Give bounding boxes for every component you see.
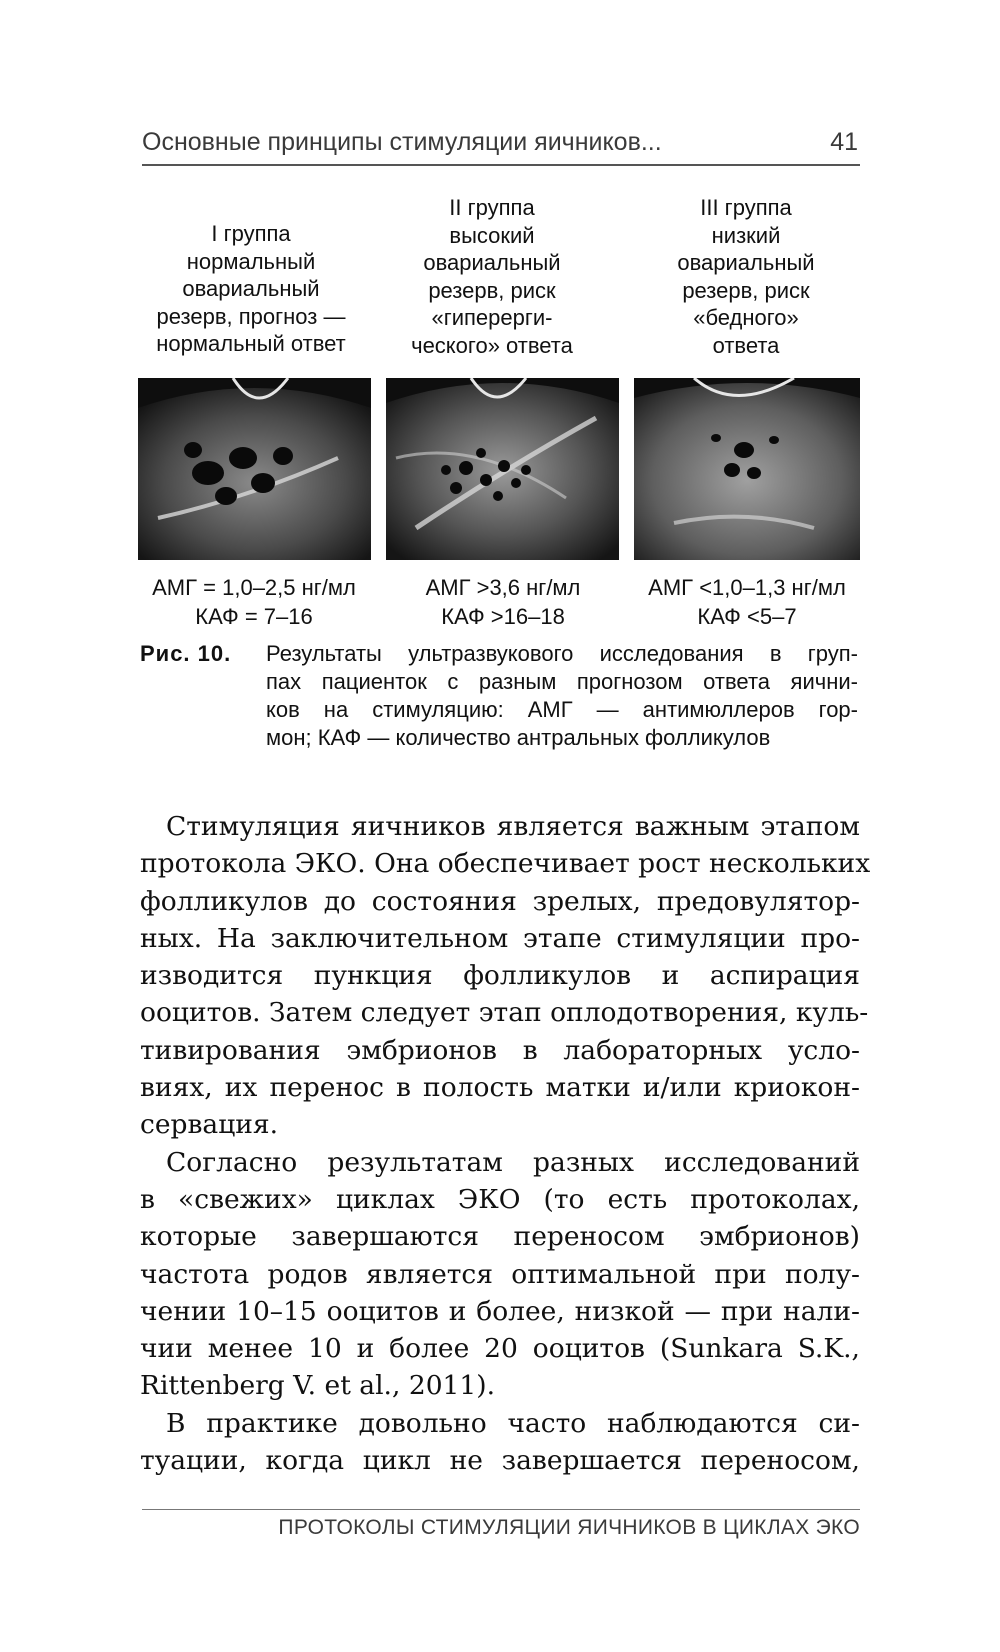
group-1-label-line: нормальный: [186, 248, 316, 274]
group-1-label-line: резерв, прогноз —: [156, 303, 346, 329]
group-3-label-line: ответа: [712, 332, 780, 358]
group-1-label-line: овариальный: [182, 276, 320, 301]
group-2-afc: КАФ >16–18: [441, 604, 565, 629]
group-2-stats: [392, 573, 614, 631]
group-2-label-line: овариальный: [423, 250, 561, 275]
group-1-amh: АМГ = 1,0–2,5 нг/мл: [152, 575, 356, 600]
paragraph-2-line: чии менее 10 и более 20 ооцитов (Sunkara S.K.,: [140, 1333, 860, 1365]
running-head: [142, 128, 860, 162]
paragraph-1-line: ооцитов. Затем следует этап оплодотворения, куль-: [140, 997, 869, 1029]
body-text: [140, 808, 871, 1479]
ultrasound-scan: [634, 378, 860, 560]
paragraph-2-line: Rittenberg V. et al., 2011).: [140, 1370, 496, 1402]
paragraph-1-line: изводится пункция фолликулов и аспирация: [140, 960, 860, 992]
group-3-label-line: резерв, риск: [682, 277, 810, 303]
ultrasound-scan: [386, 378, 619, 560]
group-3-stats: [628, 573, 866, 631]
group-2-label-line: II группа: [449, 195, 535, 220]
group-3-label-line: низкий: [711, 222, 781, 248]
figure-label: Рис. 10.: [140, 641, 232, 666]
paragraph-1-line: Стимуляция яичников является важным этапом: [166, 811, 860, 842]
running-foot: ПРОТОКОЛЫ СТИМУЛЯЦИИ ЯИЧНИКОВ В ЦИКЛАХ ЭКО: [278, 1516, 860, 1539]
group-1-afc: КАФ = 7–16: [195, 604, 313, 629]
group-3-amh: АМГ <1,0–1,3 нг/мл: [648, 575, 846, 600]
group-2-label-line: ческого» ответа: [411, 332, 573, 358]
group-1-label-line: нормальный ответ: [156, 331, 346, 356]
group-2-label-line: резерв, риск: [428, 277, 556, 303]
group-1-label-line: I группа: [211, 221, 291, 246]
paragraph-2-line: которые завершаются переносом эмбрионов): [140, 1221, 860, 1253]
group-3-label: [636, 194, 856, 359]
caption-line: ков на стимуляцию: АМГ — антимюллеров гор-: [266, 697, 858, 722]
page-number: 41: [830, 128, 858, 156]
caption-line: Результаты ультразвукового исследования в груп-: [266, 641, 858, 666]
paragraph-2-line: частота родов является оптимальной при полу-: [140, 1258, 860, 1290]
group-3-label-line: «бедного»: [693, 305, 799, 330]
paragraph-1-line: виях, их перенос в полость матки и/или криокон-: [140, 1072, 860, 1104]
group-3-afc: КАФ <5–7: [697, 604, 797, 629]
ultrasound-image-group-1: [138, 378, 371, 560]
caption-line: пах пациенток с разным прогнозом ответа яични-: [266, 669, 858, 694]
paragraph-1-line: протокола ЭКО. Она обеспечивает рост нескольких: [140, 848, 871, 880]
header-rule: [142, 164, 860, 166]
paragraph-1-line: фолликулов до состояния зрелых, предовулятор-: [140, 885, 860, 917]
paragraph-3-line: туации, когда цикл не завершается переносом,: [140, 1445, 860, 1477]
ultrasound-scan: [138, 378, 371, 560]
paragraph-2-line: Согласно результатам разных исследований: [166, 1146, 860, 1178]
group-2-label: [382, 194, 602, 359]
ultrasound-image-group-2: [386, 378, 619, 560]
paragraph-1-line: тивирования эмбрионов в лабораторных усло-: [140, 1034, 860, 1066]
group-2-label-line: «гипереpги-: [431, 305, 553, 330]
paragraph-1-line: сервация.: [140, 1109, 279, 1141]
group-3-label-line: III группа: [700, 195, 792, 220]
paragraph-2-line: в «свежих» циклах ЭКО (то есть протоколах,: [140, 1183, 860, 1215]
paragraph-2-line: чении 10–15 ооцитов и более, низкой — при нали-: [140, 1295, 860, 1327]
footer-rule: [142, 1509, 860, 1510]
paragraph-3-line: В практике довольно часто наблюдаются си-: [166, 1407, 860, 1439]
figure-caption-text: [266, 640, 858, 752]
chapter-title: Основные принципы стимуляции яичников...: [142, 128, 662, 156]
group-1-label: [136, 220, 366, 358]
group-2-amh: АМГ >3,6 нг/мл: [425, 575, 581, 600]
caption-line: мон; КАФ — количество антральных фолликулов: [266, 725, 771, 750]
paragraph-1-line: ных. На заключительном этапе стимуляции про-: [140, 922, 860, 954]
group-1-stats: [126, 573, 382, 631]
ultrasound-image-group-3: [634, 378, 860, 560]
group-2-label-line: высокий: [449, 222, 535, 248]
group-3-label-line: овариальный: [677, 250, 815, 275]
